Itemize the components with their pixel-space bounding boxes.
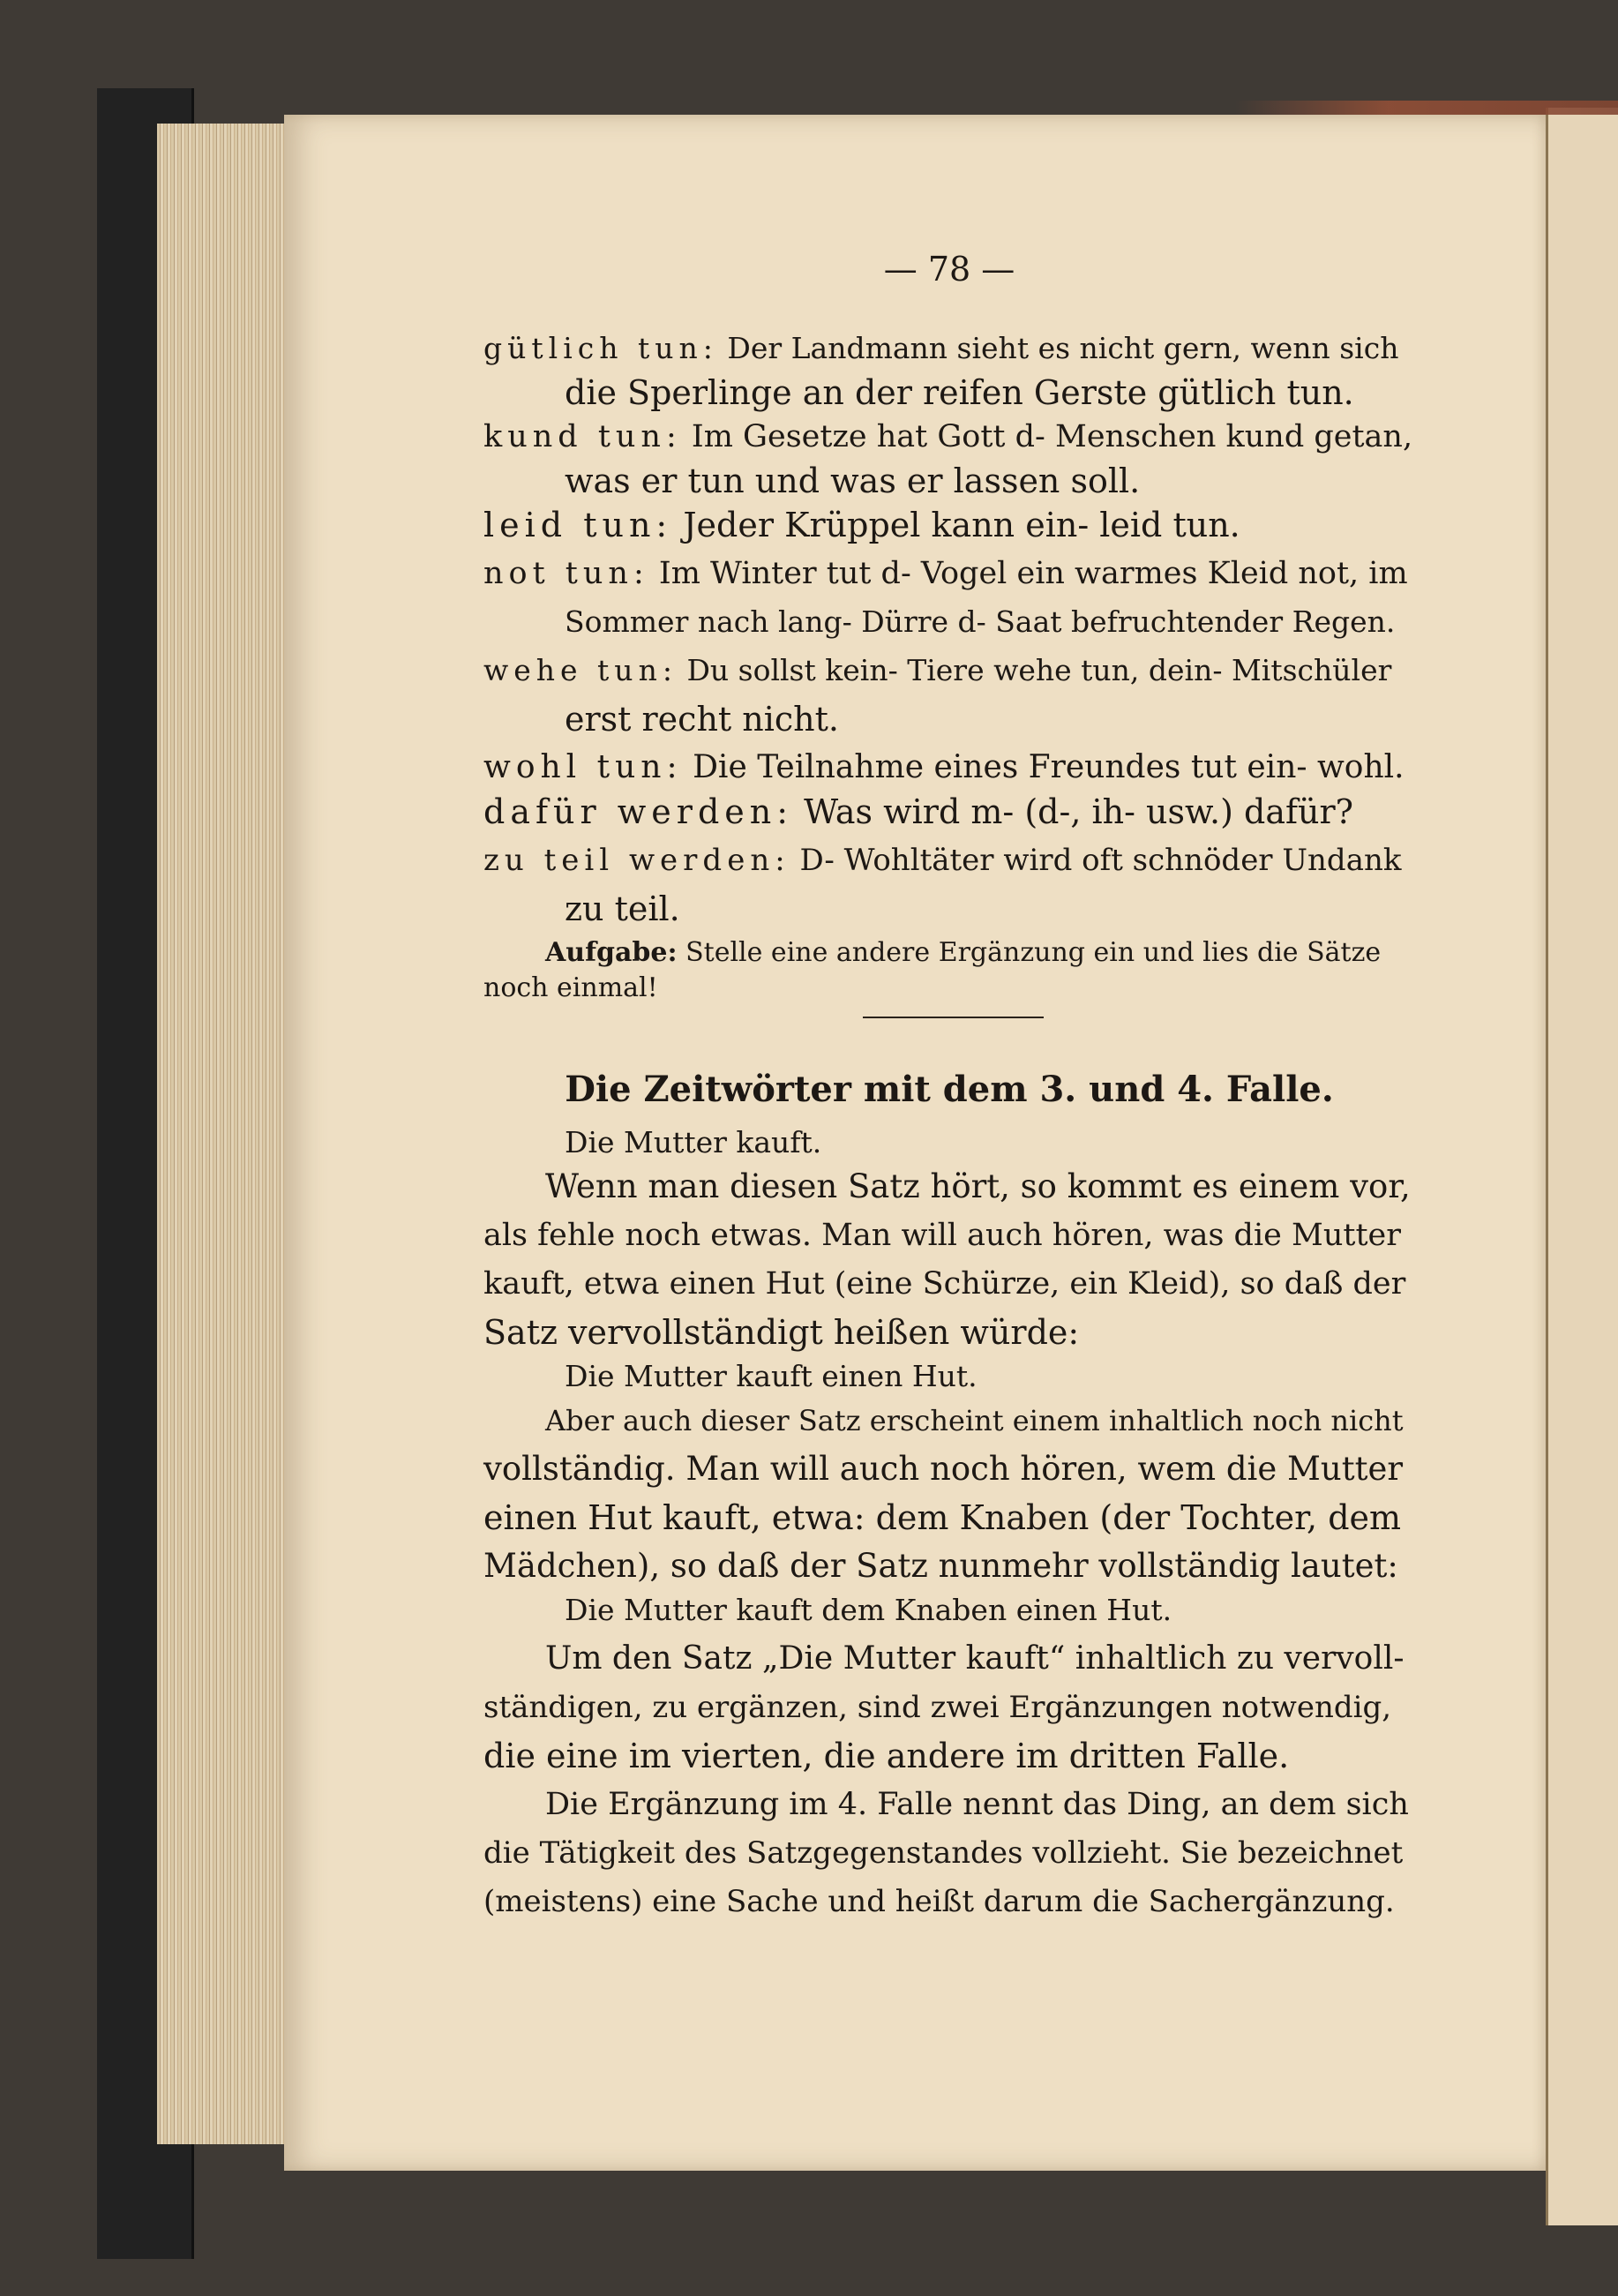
- paragraph-line: Die Ergänzung im 4. Falle nennt das Ding, an dem sich: [545, 1787, 1409, 1822]
- entry-text: die Sperlinge an der reifen Gerste gütlich tun.: [565, 373, 1354, 412]
- entry-line: [483, 746, 1405, 790]
- paragraph-line: die Tätigkeit des Satzgegenstandes vollzieht. Sie bezeichnet: [483, 1835, 1404, 1871]
- paragraph-line: die eine im vierten, die andere im dritten Falle.: [483, 1737, 1290, 1775]
- entry-line: [483, 649, 1391, 693]
- page-edges: [157, 124, 291, 2144]
- entry-term: kund tun:: [483, 419, 682, 454]
- task-text: Stelle eine andere Ergänzung ein und lies die Sätze: [685, 937, 1382, 968]
- entry-text: Im Winter tut d- Vogel ein warmes Kleid not, im: [658, 556, 1408, 591]
- entry-term: dafür werden:: [483, 792, 794, 831]
- cover-edge-stain: [1235, 101, 1618, 115]
- paragraph-line: als fehle noch etwas. Man will auch hören, was die Mutter: [483, 1218, 1401, 1253]
- entry-text: was er tun und was er lassen soll.: [565, 461, 1141, 500]
- page-number: — 78 —: [883, 250, 1015, 289]
- entry-text: Was wird m- (d-, ih- usw.) dafür?: [804, 792, 1354, 831]
- paragraph-line: einen Hut kauft, etwa: dem Knaben (der Tochter, dem: [483, 1498, 1402, 1537]
- task-text-cont: noch einmal!: [483, 972, 658, 1003]
- entry-term: wehe tun:: [483, 653, 678, 687]
- entry-text: Der Landmann sieht es nicht gern, wenn sich: [727, 331, 1399, 365]
- section-divider: [863, 1017, 1044, 1018]
- paragraph-line: Um den Satz „Die Mutter kauft“ inhaltlich zu vervoll-: [545, 1640, 1405, 1677]
- entry-text: Im Gesetze hat Gott d- Menschen kund getan,: [691, 419, 1413, 454]
- entry-term: not tun:: [483, 556, 649, 591]
- entry-line: [483, 838, 1401, 882]
- entry-text: zu teil.: [565, 889, 680, 928]
- paragraph-line: Mädchen), so daß der Satz nunmehr vollständig lautet:: [483, 1547, 1398, 1585]
- entry-term: gütlich tun:: [483, 331, 718, 365]
- task-label: Aufgabe:: [545, 937, 678, 968]
- paragraph-line: Wenn man diesen Satz hört, so kommt es einem vor,: [545, 1167, 1411, 1205]
- section-title: Die Zeitwörter mit dem 3. und 4. Falle.: [565, 1069, 1334, 1110]
- entry-text: Die Teilnahme eines Freundes tut ein- wohl.: [693, 749, 1405, 785]
- example-sentence: Die Mutter kauft.: [565, 1125, 822, 1159]
- paragraph-line: Satz vervollständigt heißen würde:: [483, 1313, 1080, 1352]
- entry-term: leid tun:: [483, 506, 673, 544]
- entry-term: zu teil werden:: [483, 843, 790, 878]
- entry-line: [483, 326, 1415, 371]
- paragraph-line: ständigen, zu ergänzen, sind zwei Ergänzungen notwendig,: [483, 1690, 1392, 1725]
- entry-text: Jeder Krüppel kann ein- leid tun.: [683, 506, 1240, 544]
- entry-text: Du sollst kein- Tiere wehe tun, dein- Mitschüler: [686, 653, 1392, 687]
- paragraph-line: (meistens) eine Sache und heißt darum die Sachergänzung.: [483, 1884, 1395, 1919]
- entry-text: D- Wohltäter wird oft schnöder Undank: [799, 843, 1402, 878]
- entry-text: erst recht nicht.: [565, 700, 839, 739]
- entry-line: [483, 503, 1240, 547]
- example-sentence: Die Mutter kauft einen Hut.: [565, 1359, 978, 1393]
- next-page-edge: [1546, 108, 1618, 2225]
- entry-line: [483, 415, 1412, 459]
- entry-text: Sommer nach lang- Dürre d- Saat befruchtender Regen.: [565, 604, 1396, 639]
- paragraph-line: vollständig. Man will auch noch hören, wem die Mutter: [483, 1450, 1404, 1488]
- entry-line: [483, 551, 1408, 596]
- paragraph-line: kauft, etwa einen Hut (eine Schürze, ein Kleid), so daß der: [483, 1266, 1406, 1302]
- paragraph-line: Aber auch dieser Satz erscheint einem inhaltlich noch nicht: [545, 1404, 1404, 1437]
- entry-line: [483, 790, 1353, 834]
- entry-term: wohl tun:: [483, 749, 683, 785]
- example-sentence: Die Mutter kauft dem Knaben einen Hut.: [565, 1593, 1172, 1627]
